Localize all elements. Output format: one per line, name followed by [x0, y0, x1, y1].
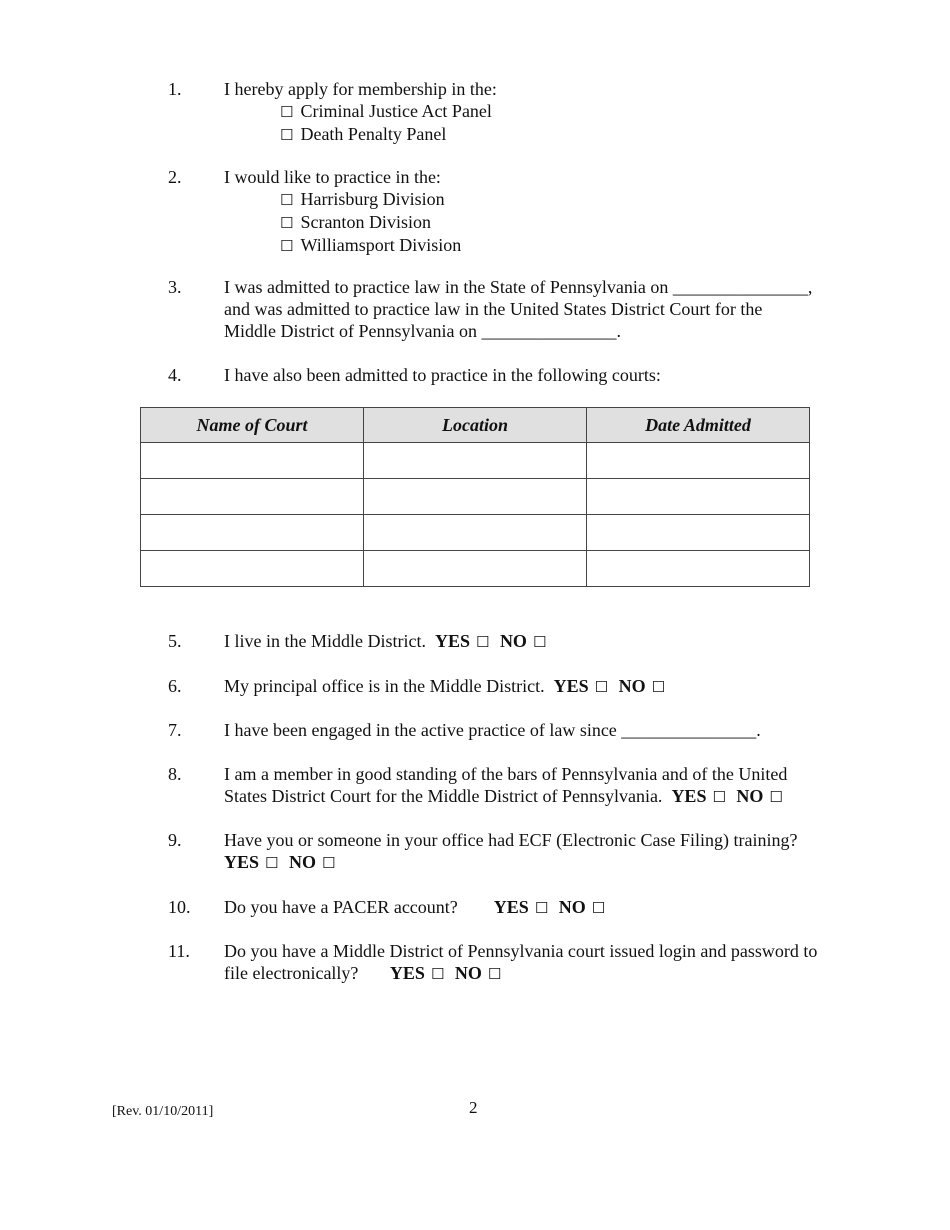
- table-cell[interactable]: [587, 443, 810, 479]
- option-death-penalty-panel[interactable]: ☐ Death Penalty Panel: [280, 124, 447, 144]
- option-williamsport[interactable]: ☐ Williamsport Division: [280, 235, 462, 255]
- item-number: 9.: [168, 830, 182, 850]
- table-row: [141, 443, 810, 479]
- question-text-line: I am a member in good standing of the bars of Pennsylvania and of the United: [224, 764, 788, 784]
- yes-label: YES: [671, 786, 707, 806]
- question-text-line: and was admitted to practice law in the United States District Court for the: [224, 299, 763, 319]
- item-number: 3.: [168, 277, 182, 297]
- checkbox-icon[interactable]: ☐: [280, 237, 294, 255]
- table-cell[interactable]: [364, 515, 587, 551]
- yes-label: YES: [224, 852, 260, 872]
- table-cell[interactable]: [364, 479, 587, 515]
- yes-label: YES: [553, 676, 589, 696]
- table-cell[interactable]: [141, 551, 364, 587]
- no-checkbox[interactable]: ☐: [532, 633, 547, 651]
- table-cell[interactable]: [587, 515, 810, 551]
- no-checkbox[interactable]: ☐: [321, 854, 336, 872]
- checkbox-icon[interactable]: ☐: [280, 103, 294, 121]
- table-row: [141, 515, 810, 551]
- page-number: 2: [469, 1098, 478, 1117]
- table-header-row: [141, 408, 810, 443]
- no-label: NO: [558, 897, 586, 917]
- question-text-line[interactable]: Middle District of Pennsylvania on _______________.: [224, 321, 621, 341]
- option-cja-panel[interactable]: ☐ Criminal Justice Act Panel: [280, 101, 492, 121]
- yes-checkbox[interactable]: ☐: [712, 788, 726, 806]
- question-text: I live in the Middle District.: [224, 631, 426, 651]
- table-cell[interactable]: [587, 479, 810, 515]
- question-text: I have also been admitted to practice in the following courts:: [224, 365, 661, 385]
- no-label: NO: [736, 786, 764, 806]
- revision-date: [Rev. 01/10/2011]: [112, 1104, 214, 1119]
- table-cell[interactable]: [141, 515, 364, 551]
- checkbox-icon[interactable]: ☐: [280, 191, 294, 209]
- no-label: NO: [499, 631, 527, 651]
- yes-checkbox[interactable]: ☐: [475, 633, 490, 651]
- table-row: [141, 479, 810, 515]
- no-checkbox[interactable]: ☐: [651, 678, 666, 696]
- yes-checkbox[interactable]: ☐: [534, 899, 549, 917]
- question-text-line: Do you have a Middle District of Pennsylvania court issued login and password to: [224, 941, 818, 961]
- table-cell[interactable]: [364, 443, 587, 479]
- question-text: Have you or someone in your office had ECF (Electronic Case Filing) training?: [224, 830, 798, 850]
- item-number: 2.: [168, 167, 182, 187]
- option-harrisburg[interactable]: ☐ Harrisburg Division: [280, 189, 445, 209]
- item-number: 1.: [168, 79, 182, 99]
- column-header-location: Location: [364, 408, 587, 443]
- no-checkbox[interactable]: ☐: [591, 899, 606, 917]
- table-cell[interactable]: [587, 551, 810, 587]
- item-number: 10.: [168, 897, 191, 917]
- column-header-court: Name of Court: [141, 408, 364, 443]
- checkbox-icon[interactable]: ☐: [280, 126, 294, 144]
- yes-label: YES: [493, 897, 529, 917]
- question-text-line: file electronically?: [224, 963, 359, 983]
- table-cell[interactable]: [141, 443, 364, 479]
- question-text-line: States District Court for the Middle District of Pennsylvania.: [224, 786, 663, 806]
- courts-table: [140, 407, 810, 587]
- no-label: NO: [454, 963, 482, 983]
- question-text: I hereby apply for membership in the:: [224, 79, 497, 99]
- no-label: NO: [618, 676, 646, 696]
- item-number: 8.: [168, 764, 182, 784]
- item-number: 5.: [168, 631, 182, 651]
- yes-label: YES: [434, 631, 470, 651]
- no-label: NO: [288, 852, 316, 872]
- no-checkbox[interactable]: ☐: [487, 965, 502, 983]
- column-header-date: Date Admitted: [587, 408, 810, 443]
- question-text[interactable]: I have been engaged in the active practice of law since _______________.: [224, 720, 761, 740]
- item-number: 11.: [168, 941, 190, 961]
- question-text: My principal office is in the Middle District.: [224, 676, 545, 696]
- no-checkbox[interactable]: ☐: [769, 788, 783, 806]
- table-row: [141, 551, 810, 587]
- yes-checkbox[interactable]: ☐: [265, 854, 279, 872]
- option-scranton[interactable]: ☐ Scranton Division: [280, 212, 431, 232]
- item-number: 7.: [168, 720, 182, 740]
- yes-checkbox[interactable]: ☐: [594, 678, 609, 696]
- question-text: Do you have a PACER account?: [224, 897, 458, 917]
- yes-checkbox[interactable]: ☐: [430, 965, 445, 983]
- table-cell[interactable]: [141, 479, 364, 515]
- table-cell[interactable]: [364, 551, 587, 587]
- yes-label: YES: [389, 963, 425, 983]
- item-number: 6.: [168, 676, 182, 696]
- question-text-line[interactable]: I was admitted to practice law in the State of Pennsylvania on _______________,: [224, 277, 813, 297]
- item-number: 4.: [168, 365, 182, 385]
- question-text: I would like to practice in the:: [224, 167, 441, 187]
- checkbox-icon[interactable]: ☐: [280, 214, 294, 232]
